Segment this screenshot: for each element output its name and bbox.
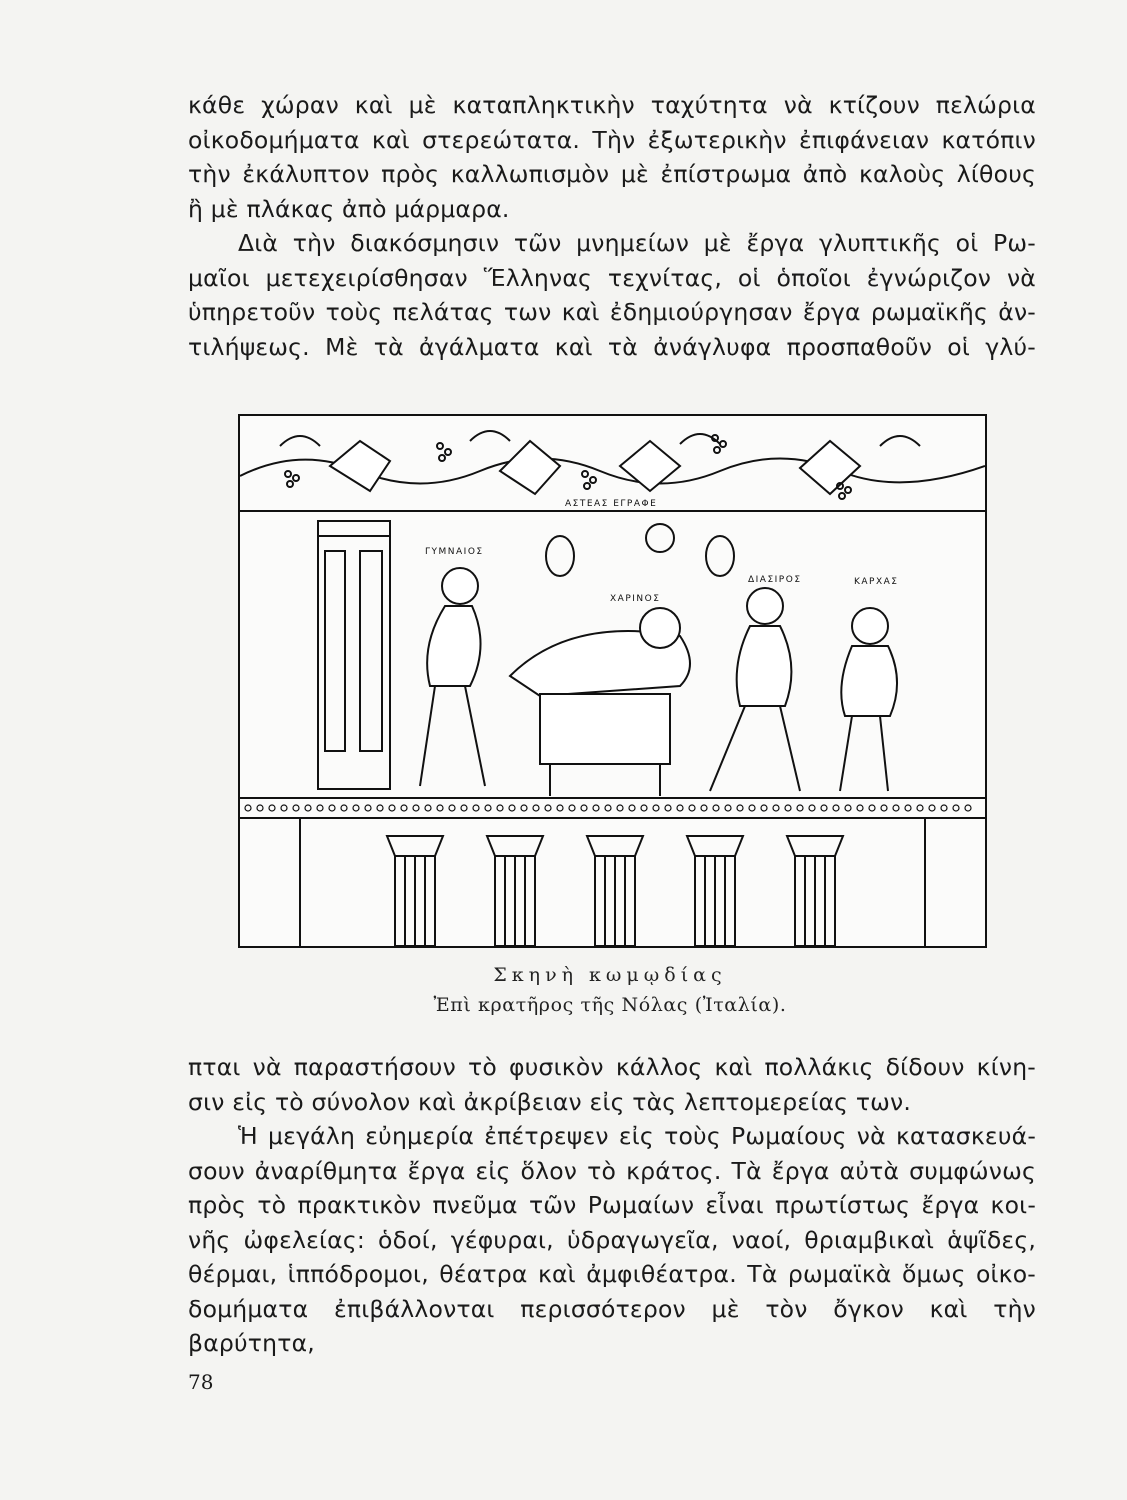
stage-dot bbox=[473, 805, 479, 811]
stage-dot bbox=[737, 805, 743, 811]
figure-caption-title: Σκηνὴ κωμῳδίας bbox=[493, 964, 727, 986]
stage-dot bbox=[281, 805, 287, 811]
stage-dot bbox=[701, 805, 707, 811]
stage-dot bbox=[725, 805, 731, 811]
stage-dot bbox=[569, 805, 575, 811]
stage-dot bbox=[881, 805, 887, 811]
stage-dot bbox=[749, 805, 755, 811]
stage-dot bbox=[317, 805, 323, 811]
doorway bbox=[318, 521, 390, 789]
stage-dot bbox=[809, 805, 815, 811]
krater-illustration bbox=[238, 414, 987, 948]
stage-dot bbox=[557, 805, 563, 811]
stage-dot bbox=[917, 805, 923, 811]
stage-dot bbox=[785, 805, 791, 811]
stage-dot bbox=[269, 805, 275, 811]
stage-dot bbox=[485, 805, 491, 811]
stage-dot bbox=[521, 805, 527, 811]
text-line: σιν εἰς τὸ σύνολον καὶ ἀκρίβειαν εἰς τὰς λεπτομερείας των. bbox=[188, 1087, 912, 1116]
stage-dot bbox=[773, 805, 779, 811]
stage-dot bbox=[449, 805, 455, 811]
text-line: σουν ἀναρίθμητα ἔργα εἰς ὅλον τὸ κράτος. Τὰ ἔργα αὐτὰ συμφώνως bbox=[188, 1156, 1036, 1185]
top-text-block bbox=[188, 88, 1036, 364]
stage-dot bbox=[257, 805, 263, 811]
stage-dot bbox=[437, 805, 443, 811]
text-line: ὑπηρετοῦν τοὺς πελάτας των καὶ ἐδημιούργησαν ἔργα ρωμαϊκῆς ἀν- bbox=[188, 298, 1036, 326]
label-charinos: ΧΑΡΙΝΟΣ bbox=[610, 594, 661, 604]
stage-dot bbox=[305, 805, 311, 811]
stage-dot bbox=[893, 805, 899, 811]
stage-dot bbox=[293, 805, 299, 811]
stage-dot bbox=[389, 805, 395, 811]
stage-dot bbox=[509, 805, 515, 811]
stage-dot bbox=[821, 805, 827, 811]
text-line: μαῖοι μετεχειρίσθησαν Ἕλληνας τεχνίτας, οἱ ὁποῖοι ἐγνώριζον νὰ bbox=[188, 263, 1036, 292]
stage-dot bbox=[461, 805, 467, 811]
stage-dot bbox=[581, 805, 587, 811]
label-gymnaios: ΓΥΜΝΑΙΟΣ bbox=[425, 547, 484, 557]
stage-dots bbox=[245, 805, 971, 811]
inscription-top: ΑΣΤΕΑΣ ΕΓΡΑΦΕ bbox=[565, 499, 658, 509]
stage-dot bbox=[605, 805, 611, 811]
stage-dot bbox=[761, 805, 767, 811]
stage-dot bbox=[617, 805, 623, 811]
stage-dot bbox=[545, 805, 551, 811]
stage-dot bbox=[341, 805, 347, 811]
text-line: ἢ μὲ πλάκας ἀπὸ μάρμαρα. bbox=[188, 194, 510, 223]
stage-dot bbox=[797, 805, 803, 811]
stage-dot bbox=[353, 805, 359, 811]
page-number: 78 bbox=[188, 1370, 214, 1394]
text-line: Διὰ τὴν διακόσμησιν τῶν μνημείων μὲ ἔργα γλυπτικῆς οἱ Ρω- bbox=[238, 229, 1036, 257]
text-line: θέρμαι, ἱππόδρομοι, θέατρα καὶ ἀμφιθέατρα. Τὰ ρωμαϊκὰ ὅμως οἰκο- bbox=[188, 1260, 1036, 1288]
text-line: νῆς ὠφελείας: ὁδοί, γέφυραι, ὑδραγωγεῖα, ναοί, θριαμβικαὶ ἁψῖδες, bbox=[188, 1225, 1036, 1254]
masks-and-wreath bbox=[546, 524, 734, 576]
text-line: πται νὰ παραστήσουν τὸ φυσικὸν κάλλος καὶ πολλάκις δίδουν κίνη- bbox=[188, 1053, 1036, 1081]
stage-dot bbox=[377, 805, 383, 811]
stage-dot bbox=[905, 805, 911, 811]
stage-dot bbox=[413, 805, 419, 811]
stage-dot bbox=[641, 805, 647, 811]
stage-dot bbox=[857, 805, 863, 811]
stage-dot bbox=[497, 805, 503, 811]
stage-dot bbox=[365, 805, 371, 811]
text-line: Ἡ μεγάλη εὐημερία ἐπέτρεψεν εἰς τοὺς Ρωμαίους νὰ κατασκευά- bbox=[238, 1122, 1036, 1150]
stage-dot bbox=[629, 805, 635, 811]
text-line: πρὸς τὸ πρακτικὸν πνεῦμα τῶν Ρωμαίων εἶναι πρωτίστως ἔργα κοι- bbox=[188, 1191, 1036, 1219]
text-line: τιλήψεως. Μὲ τὰ ἀγάλματα καὶ τὰ ἀνάγλυφα προσπαθοῦν οἱ γλύ- bbox=[188, 332, 1036, 361]
stage-dot bbox=[425, 805, 431, 811]
stage-dot bbox=[653, 805, 659, 811]
stage-dot bbox=[845, 805, 851, 811]
stage-dot bbox=[689, 805, 695, 811]
figure-caption-subtitle: Ἐπὶ κρατῆρος τῆς Νόλας (Ἰταλία). bbox=[433, 994, 787, 1016]
stage-dot bbox=[593, 805, 599, 811]
vine-frieze bbox=[240, 431, 985, 499]
stage-dot bbox=[929, 805, 935, 811]
stage-dot bbox=[953, 805, 959, 811]
stage-dot bbox=[713, 805, 719, 811]
stage-dot bbox=[677, 805, 683, 811]
text-line: κάθε χώραν καὶ μὲ καταπληκτικὴν ταχύτητα νὰ κτίζουν πελώρια bbox=[188, 91, 1036, 119]
stage-dot bbox=[965, 805, 971, 811]
stage-dot bbox=[833, 805, 839, 811]
stage-dot bbox=[941, 805, 947, 811]
stage-dot bbox=[869, 805, 875, 811]
text-line: οἰκοδομήματα καὶ στερεώτατα. Τὴν ἐξωτερικὴν ἐπιφάνειαν κατόπιν bbox=[188, 125, 1036, 154]
text-line: δομήματα ἐπιβάλλονται περισσότερον μὲ τὸν ὄγκον καὶ τὴν βαρύτητα, bbox=[188, 1294, 1036, 1357]
stage-dot bbox=[401, 805, 407, 811]
label-diasiros: ΔΙΑΣΙΡΟΣ bbox=[748, 575, 802, 585]
stage-dot bbox=[665, 805, 671, 811]
stage-dot bbox=[533, 805, 539, 811]
bottom-text-block bbox=[188, 1050, 1036, 1361]
stage-dot bbox=[329, 805, 335, 811]
stage-dot bbox=[245, 805, 251, 811]
text-line: τὴν ἐκάλυπτον πρὸς καλλωπισμὸν μὲ ἐπίστρωμα ἀπὸ καλοὺς λίθους bbox=[188, 160, 1036, 188]
stage-columns bbox=[300, 818, 925, 946]
label-karchas: ΚΑΡΧΑΣ bbox=[854, 577, 899, 587]
